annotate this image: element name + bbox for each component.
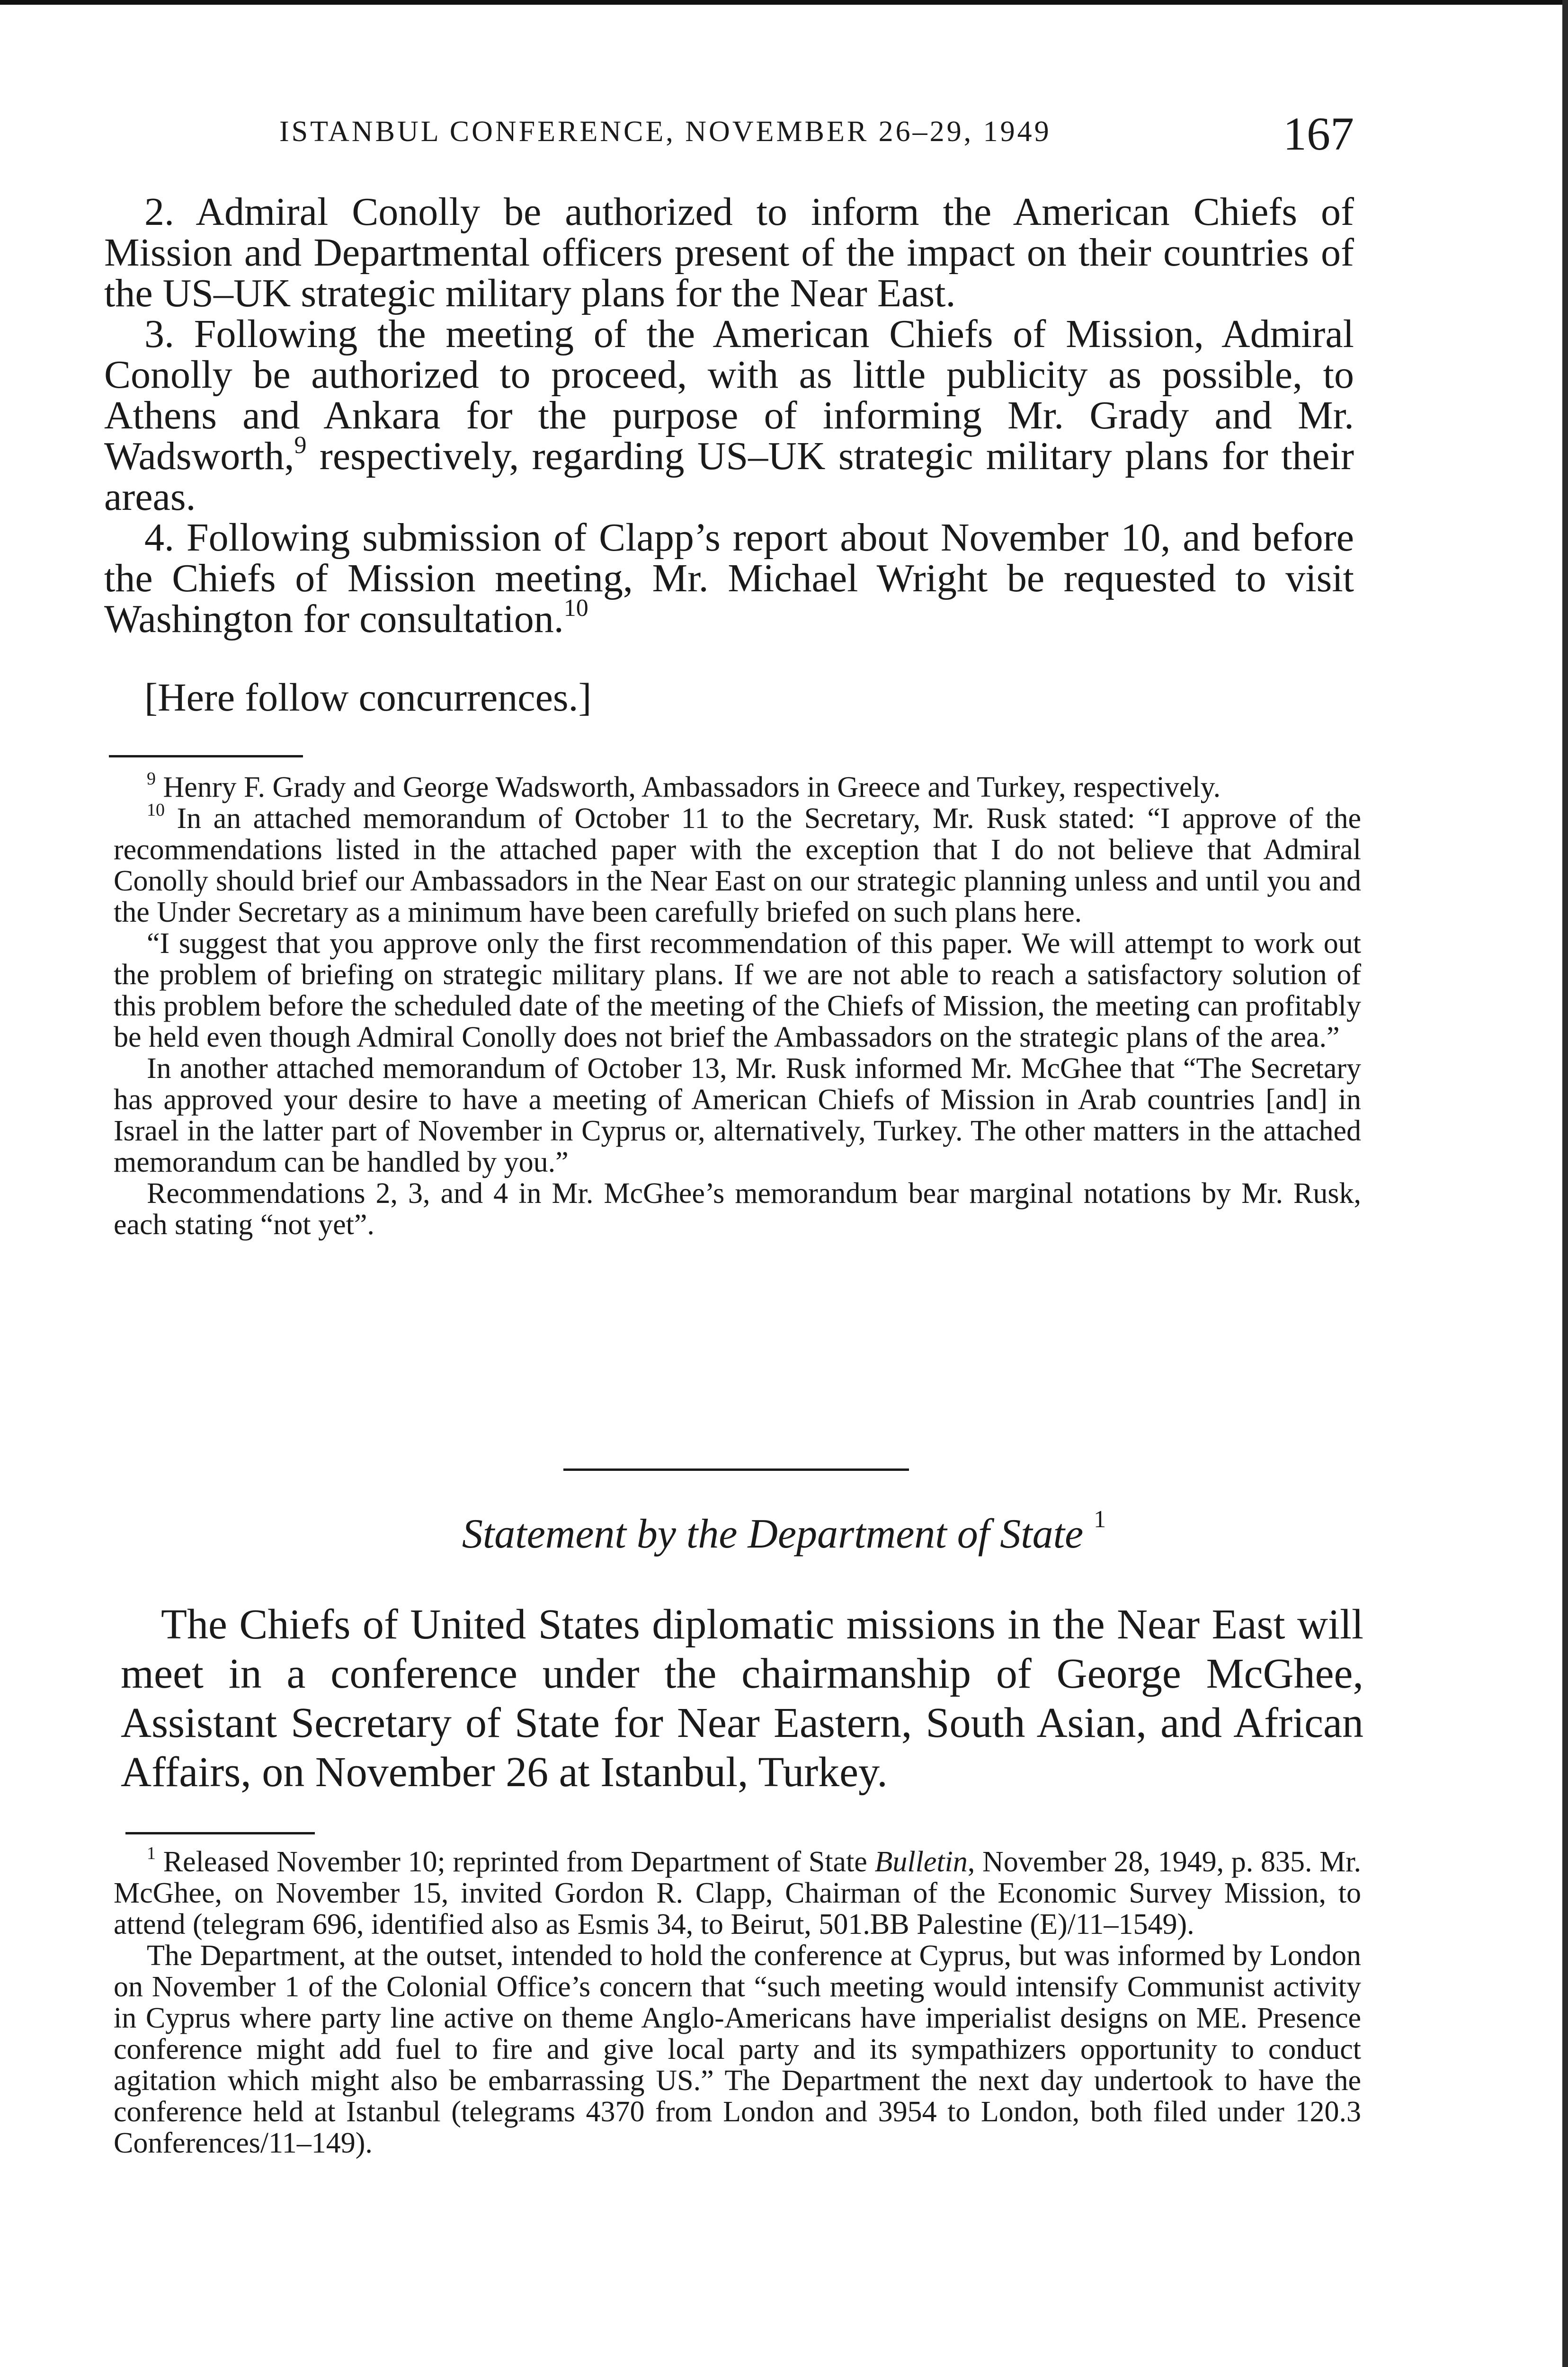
recommendation-3-continued: respectively, regarding US–UK strategic military plans for their areas. bbox=[104, 434, 1354, 519]
recommendation-4-text: 4. Following submission of Clapp’s report about November 10, and before the Chiefs of Mission meeting, Mr. Michael Wright be requested to visit Washington for consultation. bbox=[104, 516, 1354, 641]
concurrences-note: [Here follow concurrences.] bbox=[144, 676, 592, 720]
recommendations-list bbox=[104, 192, 1354, 640]
footnote-9-text: Henry F. Grady and George Wadsworth, Ambassadors in Greece and Turkey, respectively. bbox=[163, 771, 1221, 803]
page-number: 167 bbox=[1283, 107, 1354, 160]
footnote-divider-2 bbox=[125, 1832, 315, 1834]
footnote-10-para-2: “I suggest that you approve only the first recommendation of this paper. We will attempt to work out the problem of briefing on strategic military plans. If we are not able to reach a satisfactory solution of this problem before the scheduled date of the meeting of the Chiefs of Mission, the meeting can profitably be held even though Admiral Conolly does not brief the Ambassadors on the strategic plans of the area.” bbox=[114, 927, 1361, 1053]
footnotes-section-2 bbox=[114, 1843, 1362, 2159]
footnotes-section bbox=[114, 769, 1362, 1241]
statement-body bbox=[121, 1600, 1363, 1797]
footnote-9-marker: 9 bbox=[147, 769, 156, 789]
statement-paragraph: The Chiefs of United States diplomatic missions in the Near East will meet in a conference under the chairmanship of George McGhee, Assistant Secretary of State for Near Eastern, South Asian, and African Affairs, on November 26 at Istanbul, Turkey. bbox=[121, 1601, 1363, 1796]
statement-title bbox=[0, 1506, 1568, 1558]
scan-right-edge bbox=[1562, 0, 1568, 2367]
page-header bbox=[279, 107, 1354, 159]
footnote-1-para-2: The Department, at the outset, intended to hold the conference at Cyprus, but was informed by London on November 1 of the Colonial Office’s concern that “such meeting would intensify Communist activity in Cyprus where party line active on theme Anglo-Americans have imperialist designs on ME. Presence conference might add fuel to fire and give local party and its sympathizers opportunity to conduct agitation which might also be embarrassing US.” The Department the next day undertook to have the conference held at Istanbul (telegrams 4370 from London and 3954 to London, both filed under 120.3 Conferences/11–149). bbox=[114, 1940, 1361, 2159]
footnote-1-text-b: , November 28, 1949, p. 835. Mr. McGhee, on November 15, invited Gordon R. Clapp, Chairman of the Economic Survey Mission, to attend (telegram 696, identified also as Esmis 34, to Beirut, 501.BB Palestine (E)/11–1549). bbox=[114, 1846, 1362, 1940]
section-divider bbox=[563, 1468, 909, 1471]
recommendation-3 bbox=[104, 314, 1354, 517]
footnote-1-text-a: Released November 10; reprinted from Department of State bbox=[163, 1846, 875, 1878]
recommendation-3-text: 3. Following the meeting of the American Chiefs of Mission, Admiral Conolly be authorized to proceed, with as little publicity as possible, to Athens and Ankara for the purpose of informing Mr. Grady and Mr. Wadsworth, bbox=[104, 312, 1354, 478]
footnote-1 bbox=[114, 1843, 1362, 1940]
footnote-10-marker: 10 bbox=[147, 800, 165, 820]
scan-top-edge bbox=[0, 0, 1568, 5]
footnote-10-text: In an attached memorandum of October 11 to the Secretary, Mr. Rusk stated: “I approve of the recommendations listed in the attached paper with the exception that I do not believe that Admiral Conolly should brief our Ambassadors in the Near East on our strategic planning unless and until you and the Under Secretary as a minimum have been carefully briefed on such plans here. bbox=[114, 802, 1362, 928]
recommendation-2: 2. Admiral Conolly be authorized to inform the American Chiefs of Mission and Departmental officers present of the impact on their countries of the US–UK strategic military plans for the Near East. bbox=[104, 190, 1354, 315]
recommendation-4 bbox=[104, 517, 1354, 640]
statement-title-text: Statement by the Department of State bbox=[462, 1511, 1084, 1557]
footnote-divider bbox=[109, 755, 303, 757]
footnote-ref-1: 1 bbox=[1094, 1506, 1106, 1533]
footnote-10-para-4: Recommendations 2, 3, and 4 in Mr. McGhee’s memorandum bear marginal notations by Mr. Rusk, each stating “not yet”. bbox=[114, 1177, 1361, 1241]
footnote-10 bbox=[114, 800, 1362, 928]
footnote-1-marker: 1 bbox=[147, 1843, 156, 1863]
footnote-10-para-3: In another attached memorandum of October 13, Mr. Rusk informed Mr. McGhee that “The Secretary has approved your desire to have a meeting of American Chiefs of Mission in Arab countries [and] in Israel in the latter part of November in Cyprus or, alternatively, Turkey. The other matters in the attached memorandum can be handled by you.” bbox=[114, 1052, 1361, 1178]
footnote-ref-10: 10 bbox=[563, 595, 588, 622]
footnote-ref-9: 9 bbox=[294, 432, 307, 459]
bulletin-title: Bulletin bbox=[874, 1846, 968, 1878]
footnote-9 bbox=[114, 769, 1361, 803]
running-head: ISTANBUL CONFERENCE, NOVEMBER 26–29, 1949 bbox=[279, 116, 1051, 148]
